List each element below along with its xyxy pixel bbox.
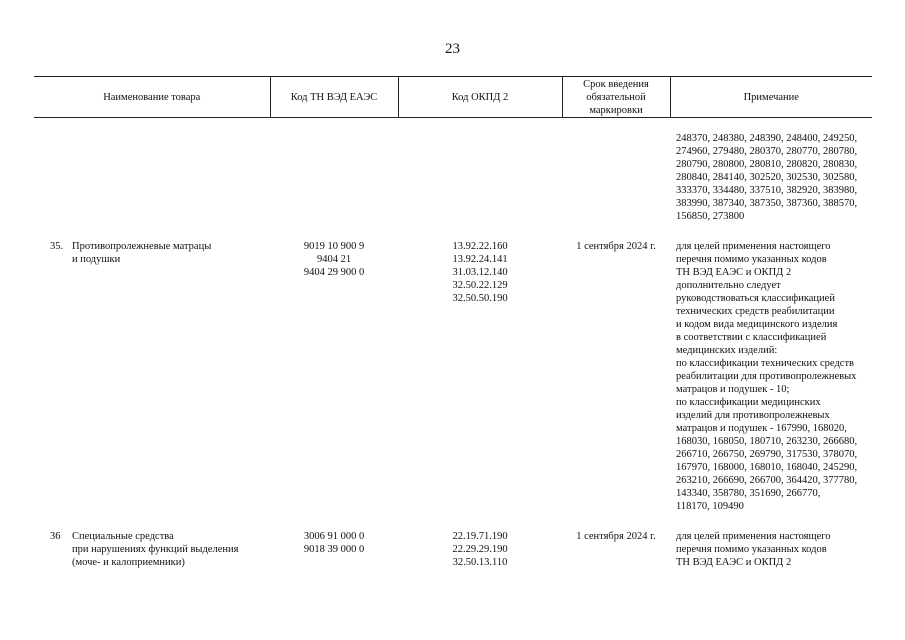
marking-date: 1 сентября 2024 г. [576, 241, 656, 252]
table-header-row [34, 77, 872, 118]
table-row [34, 240, 872, 513]
header-tnved-code: Код ТН ВЭД ЕАЭС [270, 77, 398, 118]
note-text: для целей применения настоящего перечня помимо указанных кодов ТН ВЭД ЕАЭС и ОКПД 2 дополнительно следует руководствоваться классификацией технических средств реабилитации и кодом вида медицинского изделия в соответствии с классификацией медицинских изделий: по классификации технических средств реабилитации для противопролежневых матрацов и подушек - 10; по классификации медицинских изделий для противопролежневых матрацов и подушек - 167990, 168020, 168030, 168050, 180710, 263230, 266680, 266710, 266750, 269790, 317530, 378070, 167970, 168000, 168010, 168040, 245290, 263210, 266690, 266700, 364420, 377780, 143340, 358780, 351690, 266770, 118170, 109490 [676, 241, 858, 512]
header-note: Примечание [670, 77, 872, 118]
goods-table [34, 76, 872, 569]
table-row-continuation [34, 132, 872, 223]
header-marking-deadline: Срок введения обязательной маркировки [562, 77, 670, 118]
page-number: 23 [445, 41, 460, 57]
header-okpd-code: Код ОКПД 2 [398, 77, 562, 118]
header-product-name: Наименование товара [34, 77, 270, 118]
table-row [34, 530, 872, 569]
note-text: для целей применения настоящего перечня помимо указанных кодов ТН ВЭД ЕАЭС и ОКПД 2 [676, 531, 831, 568]
okpd-codes: 22.19.71.190 22.29.29.190 32.50.13.110 [452, 531, 508, 568]
tnved-codes: 9019 10 900 9 9404 21 9404 29 900 0 [303, 241, 365, 278]
okpd-codes: 13.92.22.160 13.92.24.141 31.03.12.140 32.50.22.129 32.50.50.190 [452, 241, 508, 304]
continuation-note: 248370, 248380, 248390, 248400, 249250, 274960, 279480, 280370, 280770, 280780, 280790, 280800, 280810, 280820, 280830, 280840, 284140, 302520, 302530, 302580, 333370, 334480, 337510, 382920, 383980, 383990, 387340, 387350, 387360, 388570, 156850, 273800 [676, 133, 858, 222]
marking-date: 1 сентября 2024 г. [576, 531, 656, 542]
tnved-codes: 3006 91 000 0 9018 39 000 0 [303, 531, 365, 555]
row-number: 36 [50, 531, 61, 542]
row-number: 35. [50, 241, 64, 252]
product-name: Противопролежневые матрацы и подушки [72, 241, 212, 265]
product-name: Специальные средства при нарушениях функций выделения (моче- и калоприемники) [72, 531, 239, 568]
